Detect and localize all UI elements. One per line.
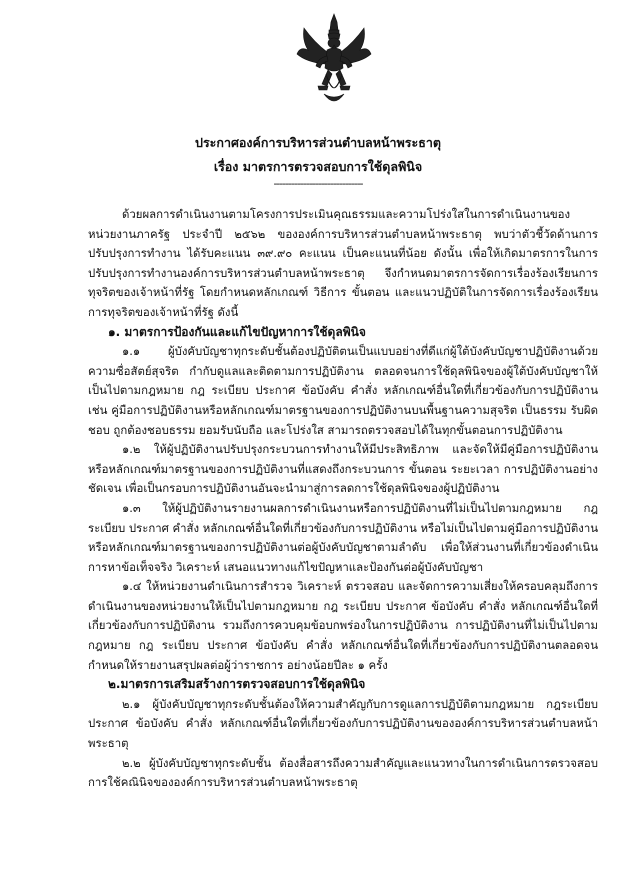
section2-heading: ๒.มาตรการเสริมสร้างการตรวจสอบการใช้ดุลพินิจ: [108, 677, 366, 692]
document-title: ประกาศองค์การบริหารส่วนตำบลหน้าพระธาตุ: [195, 135, 441, 150]
intro-paragraph: ด้วยผลการดำเนินงานตามโครงการประเมินคุณธรรมและความโปร่งใสในการดำเนินงานของหน่วยงานภาครัฐ ประจำปี ๒๕๖๒ ขององค์การบริหารส่วนตำบลหน้าพระธาตุ พบว่าตัวชี้วัดด้านการปรับปรุงการทำงาน ได้รับคะแนน ๓๙.๙๐ คะแนน เป็นคะแนนที่น้อย ดังนั้น เพื่อให้เกิดมาตรการในการปรับปรุงการทำงานองค์การบริหารส่วนตำบลหน้าพระธาตุ จึงกำหนดมาตรการจัดการเรื่องร้องเรียนการทุจริตของเจ้าหน้าที่รัฐ โดยกำหนดหลักเกณฑ์ วิธีการ ขั้นตอน และแนวปฏิบัติในการจัดการเรื่องร้องเรียนการทุจริตของเจ้าหน้าที่รัฐ ดังนี้: [88, 207, 598, 319]
section2-item: ๒.๑ ผู้บังคับบัญชาทุกระดับชั้นต้องให้ความสำคัญกับการดูแลการปฏิบัติตามกฎหมาย กฎระเบียบ ประกาศ ข้อบังคับ คำสั่ง หลักเกณฑ์อื่นใดที่เกี่ยวข้องกับการปฏิบัติงานขององค์การบริหารส่วนตำบลหน้าพระธาตุ: [88, 696, 598, 751]
section1-item: ๑.๑ ผู้บังคับบัญชาทุกระดับชั้นต้องปฏิบัติตนเป็นแบบอย่างที่ดีแก่ผู้ใต้บังคับบัญชาปฏิบัติงานด้วยความซื่อสัตย์สุจริต กำกับดูแลและติดตามการปฏิบัติงาน ตลอดจนการใช้ดุลพินิจของผู้ใต้บังคับบัญชาให้เป็นไปตามกฎหมาย กฎ ระเบียบ ประกาศ ข้อบังคับ คำสั่ง หลักเกณฑ์อื่นใดที่เกี่ยวข้องกับการปฏิบัติงาน เช่น คู่มือการปฏิบัติงานหรือหลักเกณฑ์มาตรฐานของการปฏิบัติงานบนพื้นฐานความสุจริต เป็นธรรม รับผิดชอบ ถูกต้องชอบธรรม ยอมรับนับถือ และโปร่งใส สามารถตรวจสอบได้ในทุกขั้นตอนการปฏิบัติงาน: [88, 344, 598, 437]
section1-heading: ๑. มาตรการป้องกันและแก้ไขปัญหาการใช้ดุลพินิจ: [108, 324, 366, 339]
garuda-emblem-icon: [294, 12, 374, 110]
section1-item: ๑.๒ ให้ผู้ปฏิบัติงานปรับปรุงกระบวนการทำงานให้มีประสิทธิภาพ และจัดให้มีคู่มือการปฏิบัติงานหรือหลักเกณฑ์มาตรฐานของการปฏิบัติงานที่แสดงถึงกระบวนการ ขั้นตอน ระยะเวลา การปฏิบัติงานอย่างชัดเจน เพื่อเป็นกรอบการปฏิบัติงานอันจะนำมาสู่การลดการใช้ดุลพินิจของผู้ปฏิบัติงาน: [88, 442, 598, 496]
document-body: [88, 205, 598, 793]
section1-item: ๑.๓ ให้ผู้ปฏิบัติงานรายงานผลการดำเนินงานหรือการปฏิบัติงานที่ไม่เป็นไปตามกฎหมาย กฎ ระเบียบ ประกาศ คำสั่ง หลักเกณฑ์อื่นใดที่เกี่ยวข้องกับการปฏิบัติงาน หรือไม่เป็นไปตามคู่มือการปฏิบัติงานหรือหลักเกณฑ์มาตรฐานของการปฏิบัติงานต่อผู้บังคับบัญชาตามลำดับ เพื่อให้ส่วนงานที่เกี่ยวข้องดำเนินการหาข้อเท็จจริง วิเคราะห์ เสนอแนวทางแก้ไขปัญหาและป้องกันต่อผู้บังคับบัญชา: [88, 500, 598, 574]
section1-item: ๑.๔ ให้หน่วยงานดำเนินการสำรวจ วิเคราะห์ ตรวจสอบ และจัดการความเสี่ยงให้ครอบคลุมถึงการดำเนินงานของหน่วยงานให้เป็นไปตามกฎหมาย กฎ ระเบียบ ประกาศ ข้อบังคับ คำสั่ง หลักเกณฑ์อื่นใดที่เกี่ยวข้องกับการปฏิบัติงาน รวมถึงการควบคุมข้อบกพร่องในการปฏิบัติงาน การปฏิบัติงานที่ไม่เป็นไปตามกฎหมาย กฎ ระเบียบ ประกาศ ข้อบังคับ คำสั่ง หลักเกณฑ์อื่นใดที่เกี่ยวข้องกับการปฏิบัติงานตลอดจนกำหนดให้รายงานสรุปผลต่อผู้ว่าราชการ อย่างน้อยปีละ ๑ ครั้ง: [88, 579, 598, 672]
title-divider: ------------------------------: [273, 177, 363, 190]
section2-item: ๒.๒ ผู้บังคับบัญชาทุกระดับชั้น ต้องสื่อสารถึงความสำคัญและแนวทางในการดำเนินการตรวจสอบการใช้คณินิจขององค์การบริหารส่วนตำบลหน้าพระธาตุ: [88, 755, 598, 790]
document-subject: เรื่อง มาตรการตรวจสอบการใช้ดุลพินิจ: [213, 159, 423, 174]
